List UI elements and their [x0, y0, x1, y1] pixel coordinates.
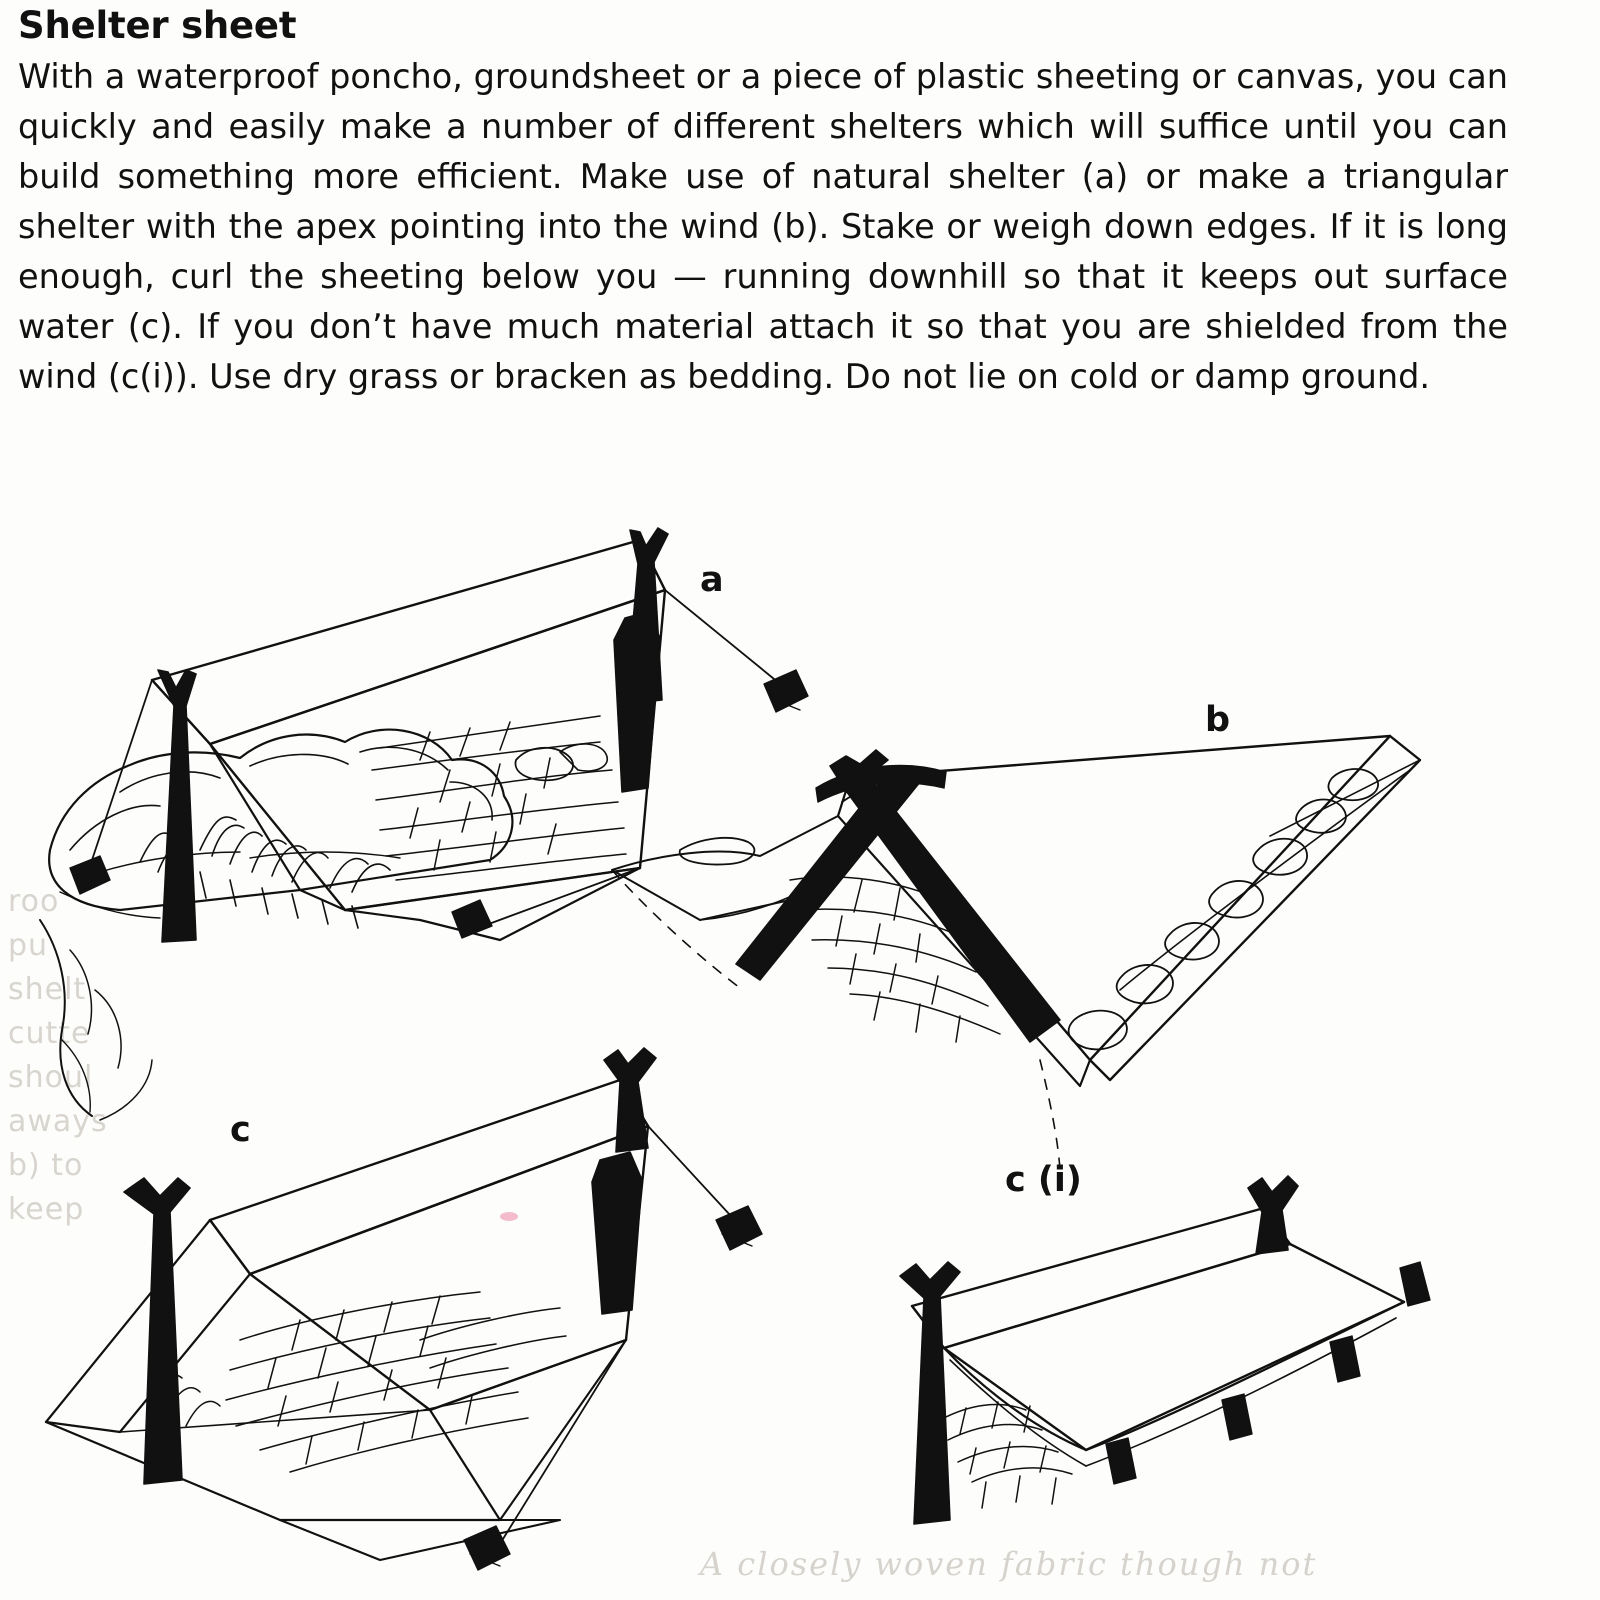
figure-ci-drawing — [900, 1176, 1430, 1524]
figure-label-a: a — [700, 560, 724, 600]
figure-label-c: c — [230, 1110, 251, 1150]
figure-group — [0, 520, 1600, 1580]
figure-label-b: b — [1205, 700, 1231, 740]
figure-b-drawing — [612, 736, 1420, 1170]
bleed-through-text-bottom: A closely woven fabric though not — [700, 1545, 1318, 1583]
bleed-through-text-left: roo pu shelt cutte shoul aways b) to keep — [8, 884, 108, 1227]
body-paragraph — [18, 52, 1508, 402]
shelter-illustrations — [0, 520, 1600, 1580]
figure-label-ci: c (i) — [1005, 1160, 1082, 1200]
body-paragraph-text: With a waterproof poncho, groundsheet or a piece of plastic sheeting or canvas, you can quickly and easily make a number of different shelters which will suffice until you can build something more efficient. Make use of natural shelter (a) or make a triangular shelter with the apex pointing into the wind (b). Stake or weigh down edges. If it is long enough, curl the sheeting below you — running downhill so that it keeps out surface water (c). If you don’t have much material attach it so that you are shielded from the wind (c(i)). Use dry grass or bracken as bedding. Do not lie on cold or damp ground. — [18, 57, 1508, 396]
page-title: Shelter sheet — [18, 4, 297, 47]
figure-c-drawing — [46, 1048, 762, 1570]
figure-a-drawing — [40, 528, 808, 1120]
